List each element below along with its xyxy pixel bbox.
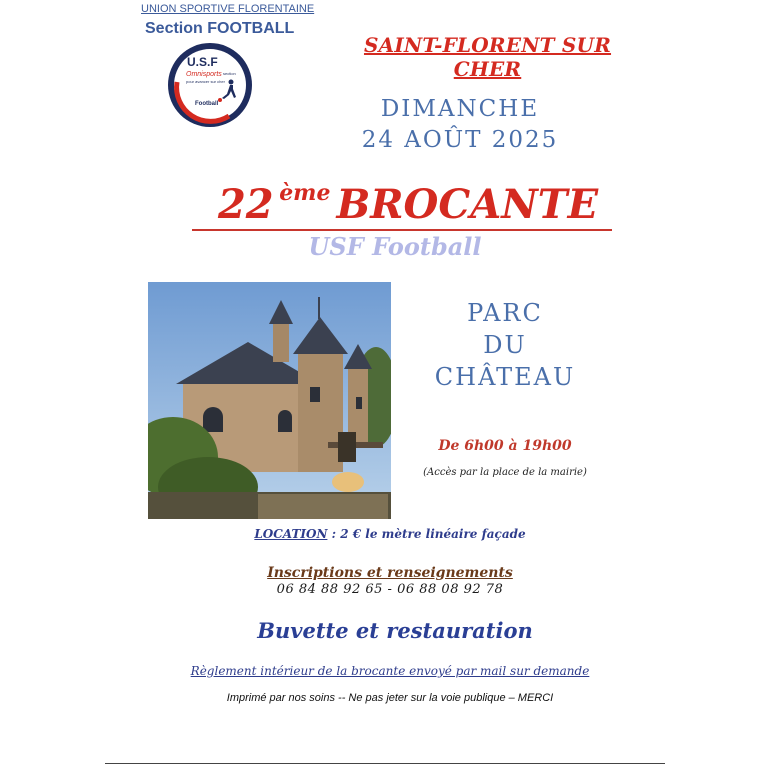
refreshments: Buvette et restauration: [257, 618, 533, 643]
rules-note: Règlement intérieur de la brocante envoyé par mail sur demande: [190, 664, 590, 678]
venue-line-2: DU: [483, 331, 527, 359]
logo-subtitle: Omnisports: [186, 71, 222, 78]
logo-sport: Football: [195, 101, 219, 107]
location-label: LOCATION: [254, 527, 328, 541]
venue-line-3: CHÂTEAU: [434, 363, 576, 391]
city-title: SAINT-FLORENT SUR CHER: [363, 33, 612, 81]
event-ordinal: ème: [279, 180, 331, 206]
castle-photo: [148, 282, 391, 519]
event-date: [330, 94, 590, 156]
event-name: BROCANTE: [336, 181, 599, 228]
location-price: [200, 527, 580, 541]
event-day: DIMANCHE: [380, 96, 540, 122]
title-underline: [192, 229, 612, 231]
event-hours: De 6h00 à 19h00: [438, 438, 572, 454]
event-full-date: 24 AOÛT 2025: [361, 127, 559, 153]
logo-section: section: [223, 71, 236, 76]
section-name: Section FOOTBALL: [145, 20, 295, 37]
logo-title: U.S.F: [187, 55, 218, 69]
event-organizer: USF Football: [308, 232, 482, 261]
registration-title: Inscriptions et renseignements: [267, 565, 513, 581]
bottom-divider: [105, 763, 665, 764]
venue-line-1: PARC: [467, 299, 543, 327]
venue-name: [420, 297, 590, 393]
usf-logo: [167, 42, 253, 128]
logo-tagline: pour avancer sur cher: [186, 79, 225, 84]
registration-phones: 06 84 88 92 65 - 06 88 08 92 78: [276, 582, 504, 597]
event-title: [188, 180, 628, 228]
location-text: : 2 € le mètre linéaire façade: [327, 527, 526, 541]
footer-note: Imprimé par nos soins -- Ne pas jeter sur la voie publique – MERCI: [226, 692, 554, 704]
event-number: 22: [217, 181, 274, 228]
venue-access: (Accès par la place de la mairie): [423, 467, 587, 478]
organization-name: UNION SPORTIVE FLORENTAINE: [141, 3, 315, 15]
